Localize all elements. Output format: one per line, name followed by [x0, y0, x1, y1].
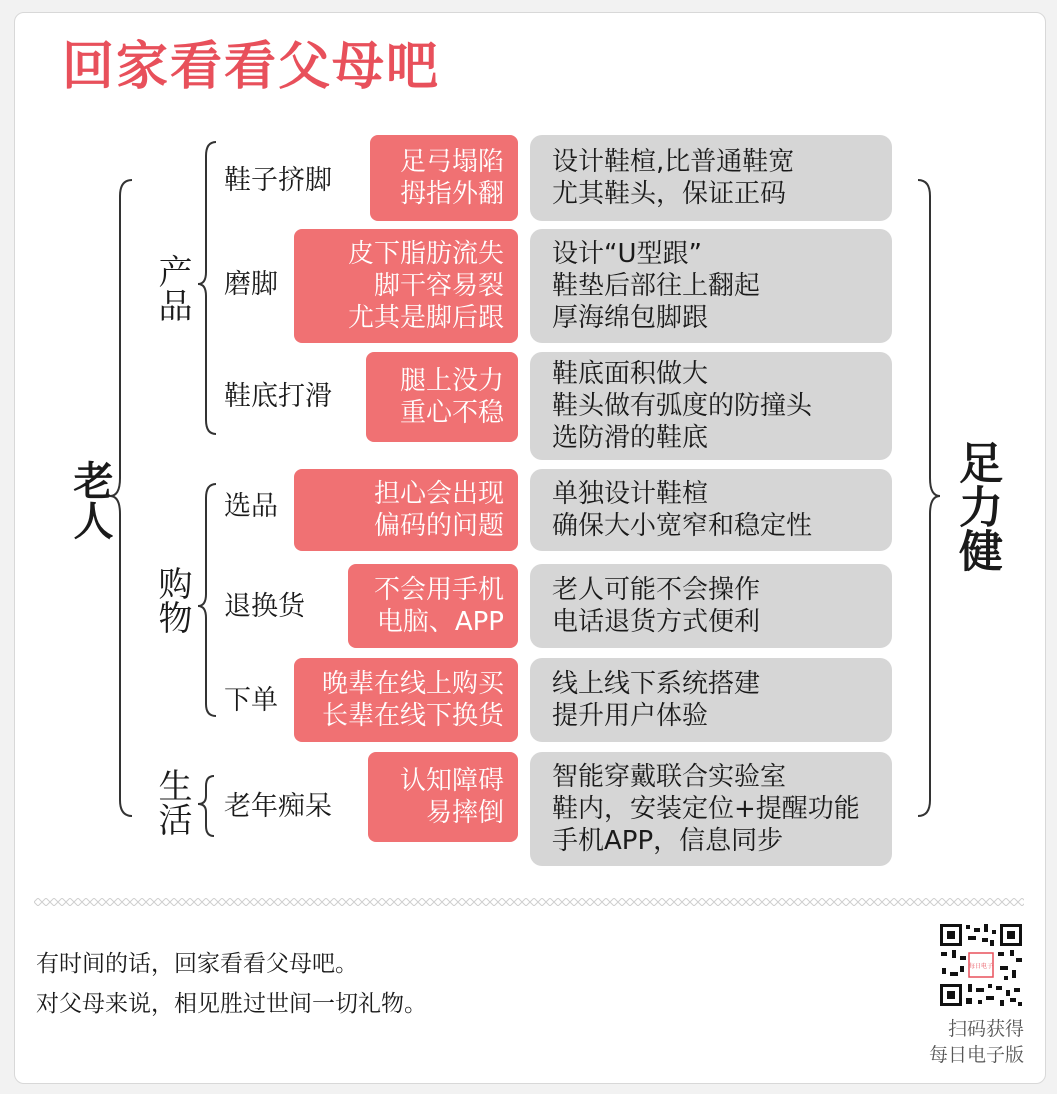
problem-line: 易摔倒: [425, 798, 504, 828]
problem-box: [348, 564, 518, 648]
item-label: 老年痴呆: [224, 791, 332, 822]
solution-line: 手机APP，信息同步: [552, 826, 784, 856]
problem-line: 皮下脂肪流失: [347, 239, 504, 269]
solution-line: 设计鞋楦,比普通鞋宽: [552, 147, 795, 177]
solution-line: 老人可能不会操作: [552, 575, 761, 605]
item-label: 退换货: [224, 591, 305, 622]
solution-line: 智能穿戴联合实验室: [552, 762, 787, 792]
shopping-brace: [198, 484, 216, 716]
problem-line: 认知障碍: [399, 766, 504, 796]
solution-line: 单独设计鞋楦: [552, 479, 709, 509]
solution-box: [530, 564, 892, 648]
problem-line: 拇指外翻: [399, 179, 504, 209]
solution-line: 提升用户体验: [552, 701, 709, 731]
solution-line: 鞋底面积做大: [552, 359, 709, 389]
problem-line: 电脑、APP: [376, 607, 504, 637]
problem-line: 腿上没力: [399, 366, 504, 396]
footer-line-1: 有时间的话，回家看看父母吧。: [36, 951, 358, 977]
item-label: 选品: [224, 491, 278, 522]
category-product: 产品: [152, 254, 192, 322]
problem-line: 晚辈在线上购买: [321, 669, 504, 699]
solution-box: [530, 135, 892, 221]
problem-line: 脚干容易裂: [373, 271, 504, 301]
problem-box: [366, 352, 518, 442]
solution-line: 电话退货方式便利: [552, 607, 761, 637]
solution-line: 尤其鞋头，保证正码: [552, 179, 787, 209]
item-label: 磨脚: [224, 269, 278, 300]
problem-line: 偏码的问题: [373, 511, 504, 541]
solution-box: [530, 469, 892, 551]
problem-line: 不会用手机: [373, 575, 504, 605]
problem-box: [294, 469, 518, 551]
product-brace: [198, 142, 216, 434]
solution-line: 鞋内，安装定位+提醒功能: [552, 794, 860, 824]
solution-line: 确保大小宽窄和稳定性: [552, 511, 813, 541]
qr-caption-line-2: 每日电子版: [928, 1044, 1024, 1066]
solution-box: [530, 229, 892, 343]
solution-box: [530, 658, 892, 742]
qr-code-icon[interactable]: [938, 922, 1024, 1008]
root-right-brace: [918, 180, 940, 816]
qr-caption-line-1: 扫码获得: [947, 1018, 1024, 1040]
solution-box: [530, 752, 892, 866]
problem-line: 担心会出现: [373, 479, 504, 509]
page-title: 回家看看父母吧: [62, 37, 441, 97]
solution-line: 鞋垫后部往上翻起: [552, 271, 761, 301]
problem-box: [370, 135, 518, 221]
dotted-divider: [34, 898, 1024, 906]
problem-line: 尤其是脚后跟: [347, 303, 504, 333]
item-label: 鞋子挤脚: [224, 165, 332, 196]
root-label-brand: 足力健: [951, 440, 1002, 572]
qr-caption: [900, 1016, 1024, 1068]
category-shopping: 购物: [152, 566, 192, 634]
qr-badge-text: 每日电子: [968, 963, 994, 970]
problem-box: [294, 229, 518, 343]
footer-line-2: 对父母来说，相见胜过世间一切礼物。: [36, 991, 427, 1017]
solution-line: 设计“U型跟”: [552, 239, 702, 269]
root-label-elderly: 老人: [67, 460, 113, 540]
solution-line: 鞋头做有弧度的防撞头: [552, 391, 813, 421]
category-life: 生活: [152, 768, 192, 836]
solution-line: 选防滑的鞋底: [552, 423, 709, 453]
root-left-brace: [110, 180, 132, 816]
solution-box: [530, 352, 892, 460]
problem-line: 足弓塌陷: [399, 147, 504, 177]
item-label: 下单: [224, 685, 278, 716]
problem-line: 重心不稳: [399, 398, 504, 428]
item-label: 鞋底打滑: [224, 381, 332, 412]
life-brace: [198, 776, 214, 836]
problem-box: [368, 752, 518, 842]
problem-line: 长辈在线下换货: [321, 701, 504, 731]
footer-text: [36, 944, 427, 1024]
solution-line: 厚海绵包脚跟: [552, 303, 709, 333]
problem-box: [294, 658, 518, 742]
solution-line: 线上线下系统搭建: [552, 669, 761, 699]
